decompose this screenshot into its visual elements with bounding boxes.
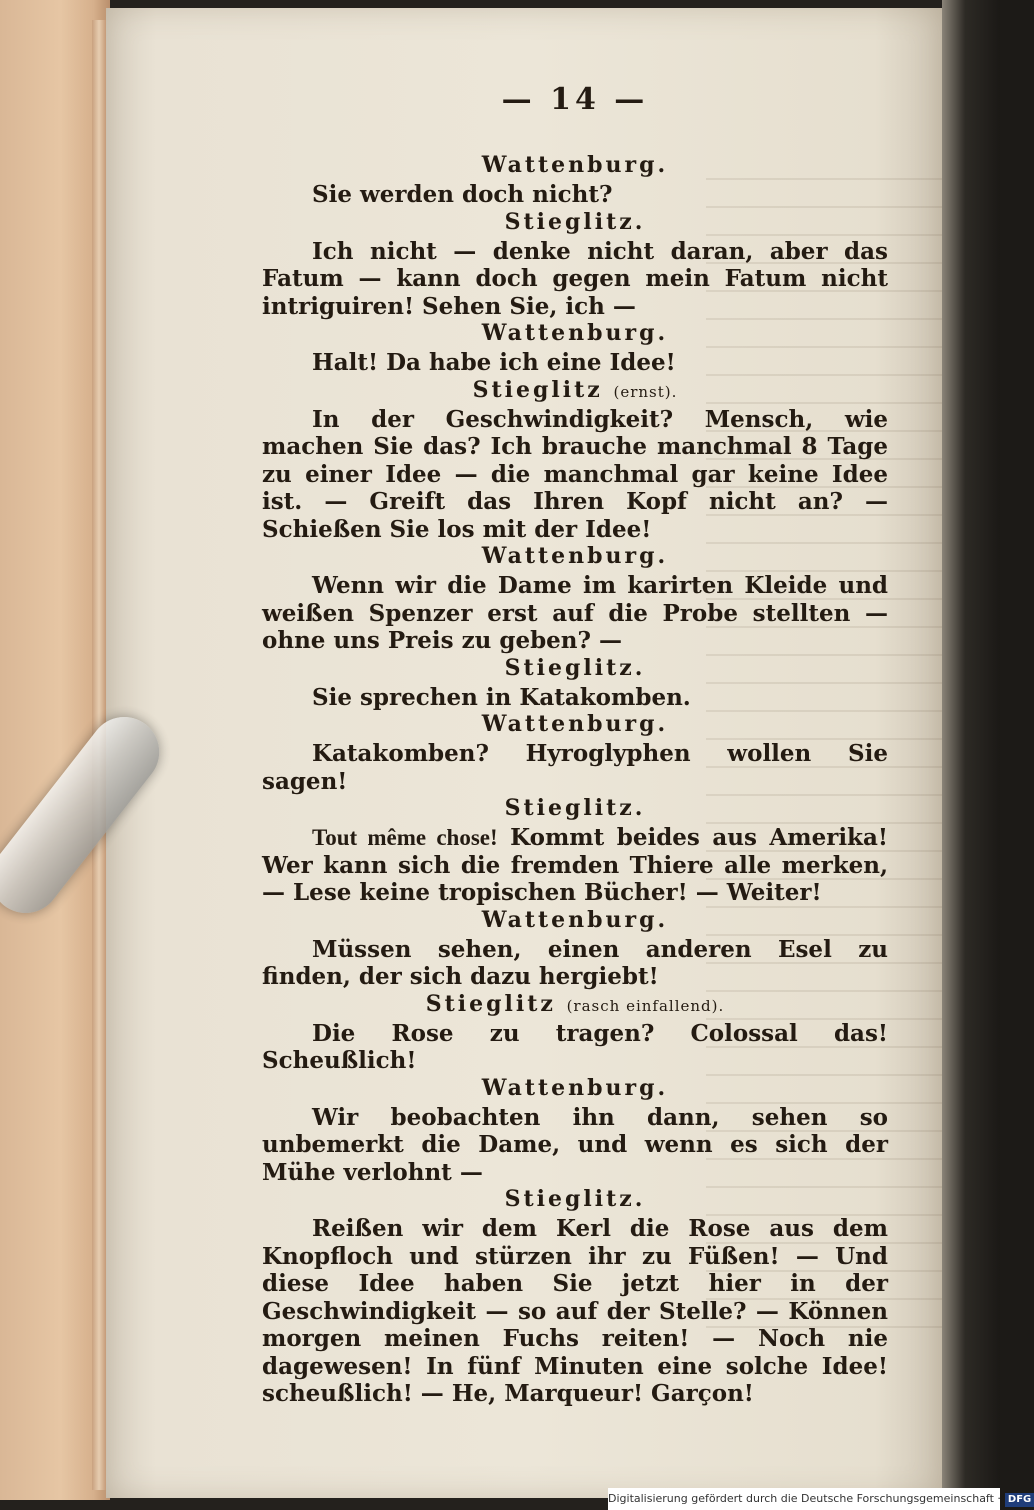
dialogue-text: Sie sprechen in Katakomben. <box>312 683 691 711</box>
speaker-name: Stieglitz. <box>504 208 646 235</box>
dialogue-text: Ich nicht — denke nicht daran, aber das Fatum — kann doch gegen mein Fatum nicht intriguiren! Sehen Sie, ich — <box>262 237 888 320</box>
speaker-name: Wattenburg. <box>481 543 669 569</box>
binding-shadow <box>942 0 1000 1500</box>
speaker-name: Stieglitz (ernst). <box>472 376 678 403</box>
dialogue-block <box>262 711 888 795</box>
speaker-name: Stieglitz (rasch einfallend). <box>425 990 725 1017</box>
french-phrase: Tout même chose! <box>312 825 498 850</box>
dialogue-block <box>262 209 888 321</box>
speaker-name: Wattenburg. <box>481 906 669 933</box>
dialogue-block <box>262 991 888 1075</box>
speaker-name: Wattenburg. <box>481 1074 669 1101</box>
dialogue-text: Halt! Da habe ich eine Idee! <box>312 349 676 376</box>
dialogue-text: Reißen wir dem Kerl die Rose aus dem Knopfloch und stürzen ihr zu Füßen! — Und diese Idee haben Sie jetzt hier in der Geschwindigkeit — so auf der Stelle? — Können morgen meinen Fuchs reiten! — Noch nie dagewesen! In fünf Minuten eine solche Idee! scheußlich! — He, Marqueur! Garçon! <box>262 1215 888 1407</box>
speaker-name: Wattenburg. <box>481 711 669 737</box>
dialogue-text: Katakomben? Hyroglyphen wollen Sie sagen! <box>262 740 888 795</box>
dialogue-block <box>262 543 888 655</box>
dialogue-text: In der Geschwindigkeit? Mensch, wie machen Sie das? Ich brauche manchmal 8 Tage zu einer Idee — die manchmal gar keine Idee ist. — Greift das Ihren Kopf nicht an? — Schießen Sie los mit der Idee! <box>262 405 888 543</box>
footer-text: Digitalisierung gefördert durch die Deutsche Forschungsgemeinschaft · <box>608 1492 1001 1505</box>
digitization-footer <box>608 1488 1032 1510</box>
dialogue-text: Wir beobachten ihn dann, sehen so unbemerkt die Dame, und wenn es sich der Mühe verlohnt — <box>262 1103 888 1186</box>
stage-direction: (ernst). <box>613 382 678 401</box>
speaker-name: Stieglitz. <box>504 1186 646 1212</box>
page-content <box>262 80 888 1408</box>
speaker-name: Stieglitz. <box>504 654 646 681</box>
dialogue-text: Wenn wir die Dame im karirten Kleide und weißen Spenzer erst auf die Probe stellten — ohne uns Preis zu geben? — <box>262 572 888 654</box>
dfg-logo: DFG <box>1005 1493 1034 1507</box>
dialogue-block <box>262 795 888 907</box>
dialogue-text: Die Rose zu tragen? Colossal das! Scheußlich! <box>262 1019 888 1074</box>
dialogue-block <box>262 655 888 712</box>
dialogue-text: Tout même chose! Kommt beides aus Amerika! Wer kann sich die fremden Thiere alle merken, — Lese keine tropischen Bücher! — Weiter! <box>262 824 888 906</box>
stage-direction: (rasch einfallend). <box>566 996 725 1015</box>
dialogue-text: Müssen sehen, einen anderen Esel zu finden, der sich dazu hergiebt! <box>262 935 888 990</box>
dialogue-block <box>262 907 888 991</box>
page-number: — 14 — <box>501 82 649 117</box>
dialogue-block <box>262 1075 888 1187</box>
speaker-name: Wattenburg. <box>481 320 669 346</box>
dialogue-text: Sie werden doch nicht? <box>312 181 613 208</box>
dialogue-block <box>262 320 888 377</box>
dialogue-block <box>262 377 888 544</box>
speaker-name: Stieglitz. <box>504 795 646 821</box>
dialogue-block <box>262 152 888 209</box>
speaker-name: Wattenburg. <box>481 152 669 178</box>
dialogue-block <box>262 1186 888 1408</box>
